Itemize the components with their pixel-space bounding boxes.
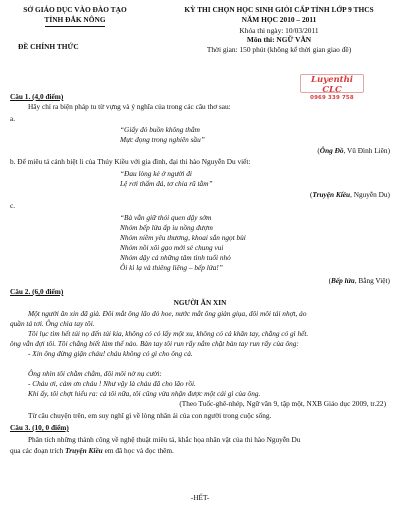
q1-b-poem-line: Lệ rơi thấm đá, tơ chia rũ tằm” — [120, 179, 213, 188]
q2-story-title: NGƯỜI ĂN XIN — [173, 298, 227, 307]
q3-prompt-work: Truyện Kiều — [65, 446, 103, 455]
official-exam-label: ĐỀ CHÍNH THỨC — [18, 42, 79, 51]
q1-c-poem-line: Ôi kì lạ và thiêng liêng – bếp lửa!” — [120, 263, 223, 272]
exam-date: Khóa thi ngày: 10/03/2011 — [239, 26, 319, 35]
q1-c-poem-line: Nhóm niềm yêu thương, khoai sắn ngọt bùi — [120, 233, 246, 242]
q3-prompt-line2 — [10, 446, 174, 455]
q2-story-line: - Cháu ơi, cảm ơn cháu ! Như vậy là cháu đã cho lão rồi. — [28, 379, 196, 388]
q2-story-line: Một người ăn xin đã già. Đôi mắt ông lão đỏ hoe, nước mắt ông giàn giụa, đôi môi tái nhợt, áo — [28, 309, 307, 318]
q1-c-source-author: , Bằng Việt) — [354, 276, 390, 285]
q3-prompt-pre: qua các đoạn trích — [10, 446, 66, 455]
q2-story-line: Tôi lục tìm hết túi nọ đến túi kia, không có có lấy một xu, không có cả khăn tay, chẳng có gì hết. — [28, 329, 309, 338]
q1-c-poem-line: Nhóm nồi xôi gạo mới sẻ chung vui — [120, 243, 224, 252]
school-year: NĂM HỌC 2010 – 2011 — [241, 15, 317, 24]
q1-c-source-work: Bếp lửa — [331, 276, 355, 285]
q1-a-source: (Ông Đồ, Vũ Đình Liên) — [317, 146, 390, 155]
exam-title: KỲ THI CHỌN HỌC SINH GIỎI CẤP TỈNH LỚP 9 THCS — [184, 5, 374, 14]
q1-a-poem-line: Mực đọng trong nghiên sầu” — [120, 135, 205, 144]
q2-story-line: ông vẫn đợi tôi. Tôi chẳng biết làm thế nào. Bàn tay tôi run rẩy nắm chặt bàn tay run rẩy của ông: — [10, 339, 299, 348]
q1-b-source-work: Truyện Kiều — [312, 190, 351, 199]
q3-prompt-line1: Phân tích những thành công về nghệ thuật miêu tả, khắc họa nhân vật của thi hào Nguyễn Du — [28, 435, 301, 444]
q1-c-source: (Bếp lửa, Bằng Việt) — [328, 276, 390, 285]
subject: Môn thi: NGỮ VĂN — [246, 35, 312, 44]
q1-title: Câu 1. (4,0 điểm) — [10, 92, 64, 101]
stamp-brand: Luyenthi CLC — [310, 75, 354, 95]
header-department: SỞ GIÁO DỤC VÀO ĐÀO TẠO — [23, 5, 127, 14]
q1-c-poem-line: Nhóm bếp lửa ấp iu nồng đượm — [120, 223, 213, 232]
header-left-underline — [45, 26, 105, 27]
q1-a-label: a. — [10, 114, 16, 123]
q2-question: Từ câu chuyện trên, em suy nghĩ gì về lòng nhân ái của con người trong cuộc sống. — [28, 411, 272, 420]
stamp-phone: 0969 339 758 — [310, 95, 354, 101]
q2-story-line: Khi ấy, tôi chợt hiểu ra: cả tôi nữa, tôi cũng vừa nhận được một cái gì của ông. — [28, 389, 261, 398]
q1-a-poem-line: “Giấy đỏ buồn không thắm — [120, 125, 200, 134]
q1-b-source-author: , Nguyễn Du) — [350, 190, 390, 199]
q1-a-source-author: , Vũ Đình Liên) — [343, 146, 390, 155]
watermark-stamp — [300, 74, 364, 101]
q2-story-line: Ông nhìn tôi chằm chằm, đôi môi nở nụ cười: — [28, 369, 162, 378]
exam-duration: Thời gian: 150 phút (không kể thời gian giao đề) — [206, 45, 352, 54]
q1-b-prompt: b. Để miêu tả cảnh biệt li của Thúy Kiều với gia đình, đại thi hào Nguyễn Du viết: — [10, 157, 251, 166]
q1-a-source-work: Ông Đồ — [319, 146, 344, 155]
q1-b-source: (Truyện Kiều, Nguyễn Du) — [309, 190, 390, 199]
q3-prompt-post: em đã học và đọc thêm. — [102, 446, 174, 455]
q1-b-poem-line: “Đau lòng kẻ ở người đi — [120, 169, 192, 178]
end-marker: -HẾT- — [190, 493, 210, 502]
q2-story-line: - Xin ông đừng giận cháu! cháu không có gì cho ông cả. — [28, 349, 193, 358]
q2-story-line: quần tả tơi. Ông chìa tay tôi. — [10, 319, 95, 328]
header-province: TỈNH ĐẮK NÔNG — [44, 15, 106, 24]
q1-c-label: c. — [10, 201, 16, 210]
q1-c-poem-line: “Bà vẫn giữ thói quen dậy sớm — [120, 213, 212, 222]
q2-citation: (Theo Tuốc-ghê-nhép, Ngữ văn 9, tập một, NXB Giáo dục 2009, tr.22) — [179, 399, 386, 408]
q2-title: Câu 2. (6,0 điểm) — [10, 287, 64, 296]
q3-title: Câu 3. (10, 0 điểm) — [10, 423, 69, 432]
q1-prompt: Hãy chỉ ra biện pháp tu từ vựng và ý nghĩa của trong các câu thơ sau: — [28, 102, 231, 111]
q1-c-poem-line: Nhóm dậy cả những tâm tình tuổi nhỏ — [120, 253, 231, 262]
